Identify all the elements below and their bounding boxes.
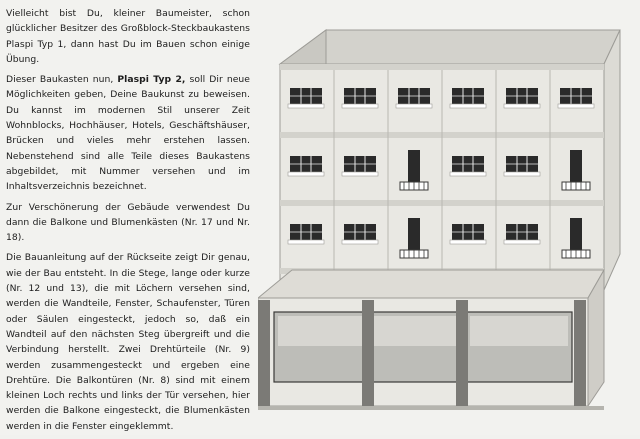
flower-box-2-4 (504, 240, 540, 244)
flower-box-0-0 (288, 104, 324, 108)
paragraph-plaspi-typ-2 (6, 72, 250, 194)
building-model-illustration (258, 22, 638, 432)
building-photo (258, 22, 638, 432)
flower-box-2-1 (342, 240, 378, 244)
shop-pillar-1 (362, 300, 374, 406)
balcony-door-1-5 (570, 150, 582, 182)
building-right-edge (604, 30, 620, 290)
shop-window-reflection-2 (470, 316, 568, 346)
shop-window-reflection-0 (278, 316, 364, 346)
flower-box-2-0 (288, 240, 324, 244)
balcony-door-1-2 (408, 150, 420, 182)
shop-pillar-0 (258, 300, 270, 406)
flower-box-0-3 (450, 104, 486, 108)
flower-box-0-2 (396, 104, 432, 108)
roof-top-face (280, 30, 620, 64)
article-text (6, 6, 250, 439)
paragraph-instructions-text: Die Bauanleitung auf der Rückseite zeigt Dir genau, wie der Bau entsteht. In die Stege, lange oder kurze (Nr. 12 und 13), die mit Löchern versehen sind, werden die Wandteile, Fenster, Schaufenster, Türen oder Säulen eingesteckt, jedoch so, daß ein Wandteil auf den nächsten Steg übergreift und die Verbindung herstellt. Zwei Drehtürteile (Nr. 9) werden zusammengesteckt und ergeben eine Drehtüre. Die Balkontüren (Nr. 8) sind mit einem kleinen Loch rechts und links der Tür versehen, hier werden die Balkone eingesteckt, die Blumenkästen werden in die Fenster eingeklemmt. (6, 252, 250, 432)
flower-box-0-1 (342, 104, 378, 108)
ground-shadow (258, 406, 604, 410)
flower-box-1-3 (450, 172, 486, 176)
shop-pillar-3 (574, 300, 586, 406)
flower-box-0-5 (558, 104, 594, 108)
shop-pillar-2 (456, 300, 468, 406)
balcony-door-2-5 (570, 218, 582, 250)
shop-window-reflection-1 (374, 316, 456, 346)
paragraph-decoration-text: Zur Verschönerung der Gebäude verwendest Du dann die Balkone und Blumenkästen (Nr. 17 und Nr. 18). (6, 201, 250, 244)
paragraph-intro (6, 6, 250, 67)
flower-box-1-1 (342, 172, 378, 176)
product-name-bold: Plaspi Typ 2, (117, 74, 186, 86)
paragraph-plaspi-body: soll Dir neue Möglichkeiten geben, Deine Baukunst zu beweisen. Du kannst im modernen Stil unserer Zeit Wohnblocks, Hochhäuser, Hotels, Geschäftshäuser, Brücken und vieles mehr erstehen lassen. Nebenstehend sind alle Teile dieses Baukastens abgebildet, mit Nummer versehen und im Inhaltsverzeichnis bezeichnet. (6, 74, 251, 193)
paragraph-intro-text: Vielleicht bist Du, kleiner Baumeister, schon glücklicher Besitzer des Großblock-Steckbaukastens Plaspi Typ 1, dann hast Du im Bauen schon einige Übung. (6, 8, 250, 65)
balcony-door-2-2 (408, 218, 420, 250)
shop-roof-slab (258, 270, 604, 298)
flower-box-0-4 (504, 104, 540, 108)
flower-box-1-4 (504, 172, 540, 176)
flower-box-2-3 (450, 240, 486, 244)
flower-box-1-0 (288, 172, 324, 176)
paragraph-instructions (6, 250, 250, 434)
paragraph-plaspi-lead: Dieser Baukasten nun, (6, 74, 118, 86)
paragraph-decoration (6, 200, 250, 246)
floor-band-0 (280, 64, 604, 70)
